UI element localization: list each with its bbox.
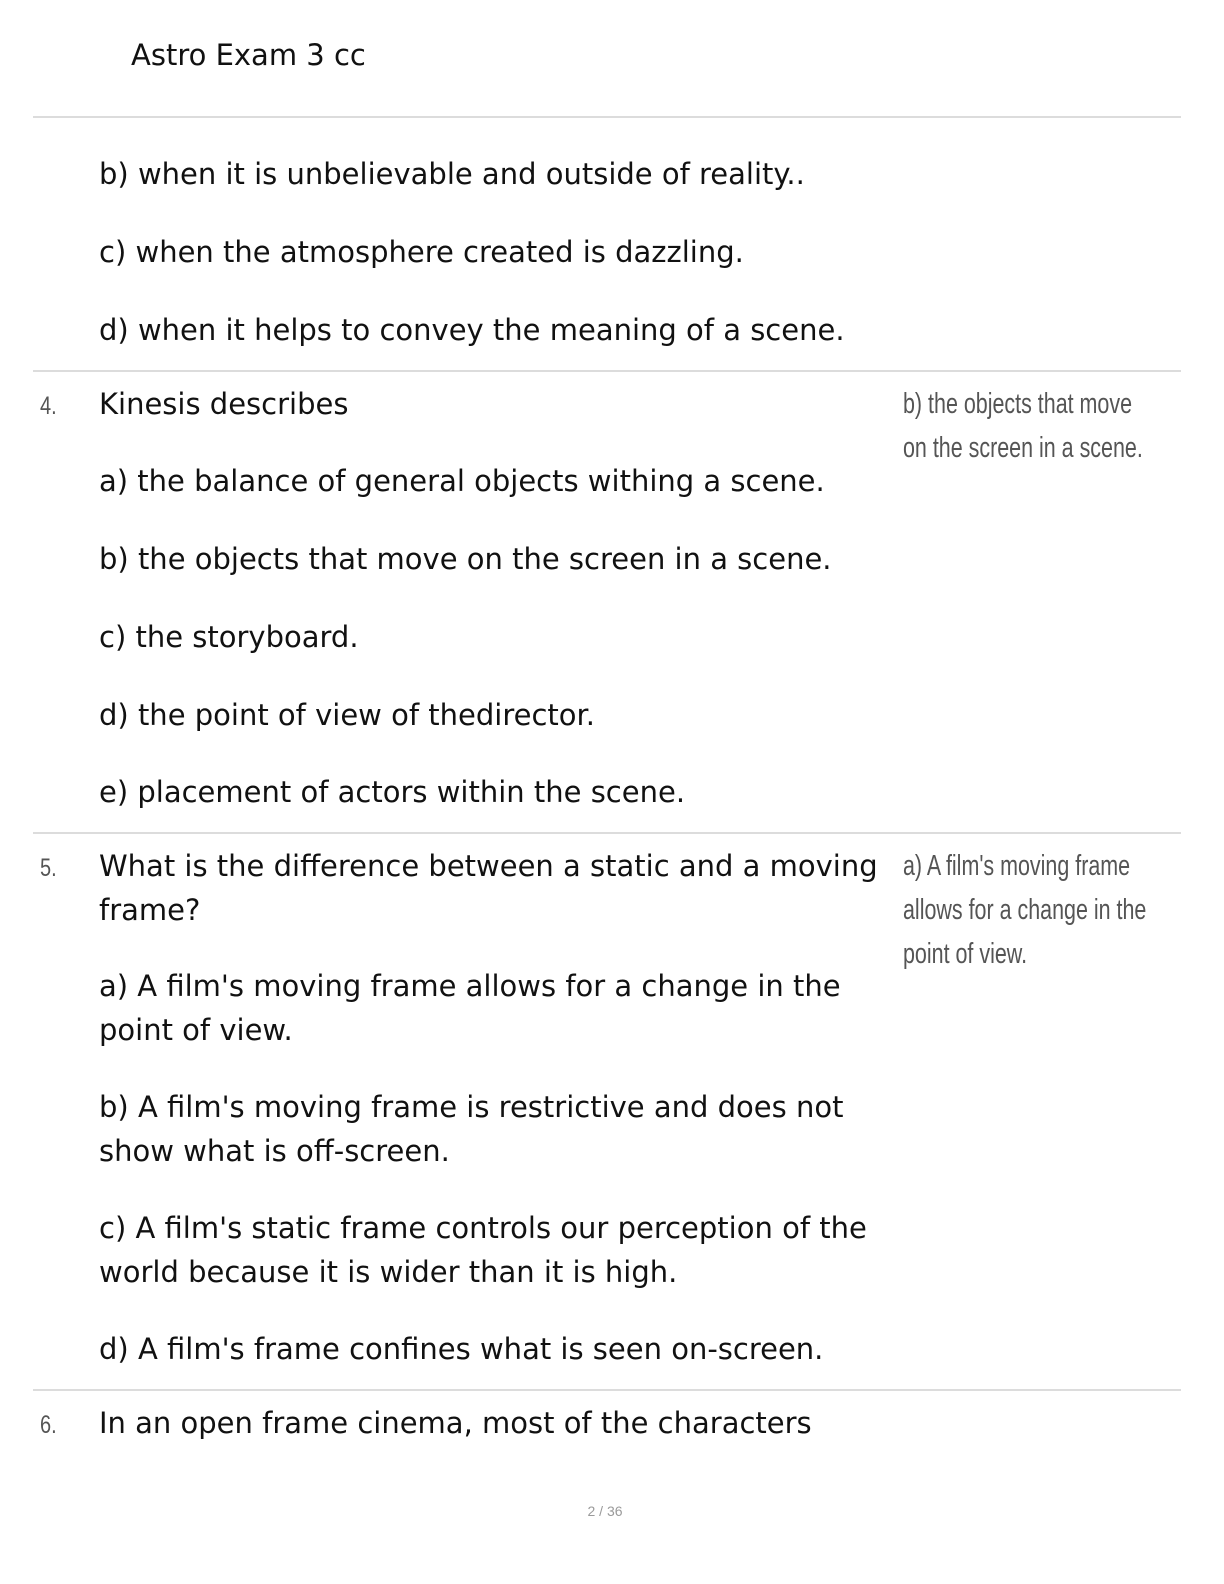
q4-option-a: a) the balance of general objects withing a scene. — [99, 464, 825, 498]
question-text: frame? — [99, 893, 201, 927]
q3-option-c: c) when the atmosphere created is dazzling. — [99, 235, 744, 269]
divider — [33, 370, 1181, 372]
q4-option-e: e) placement of actors within the scene. — [99, 775, 686, 809]
question-text: What is the difference between a static and a moving — [99, 849, 878, 883]
divider — [33, 1389, 1181, 1391]
answer-line: point of view. — [903, 938, 1028, 970]
q5-option-c: c) A film's static frame controls our perception of the — [99, 1211, 867, 1245]
q3-option-d: d) when it helps to convey the meaning of a scene. — [99, 313, 845, 347]
question-number: 5. — [40, 854, 57, 882]
question-number: 4. — [40, 392, 57, 420]
q4-option-c: c) the storyboard. — [99, 620, 359, 654]
answer-line: b) the objects that move — [903, 388, 1133, 420]
answer-line: allows for a change in the — [903, 894, 1147, 926]
q4-option-d: d) the point of view of thedirector. — [99, 698, 595, 732]
document-title: Astro Exam 3 cc — [131, 38, 366, 72]
answer-line: on the screen in a scene. — [903, 432, 1143, 464]
q3-option-b: b) when it is unbelievable and outside of reality.. — [99, 157, 805, 191]
divider — [33, 116, 1181, 118]
q5-option-a: a) A film's moving frame allows for a change in the — [99, 969, 841, 1003]
q5-option-a: point of view. — [99, 1013, 293, 1047]
q4-option-b: b) the objects that move on the screen in a scene. — [99, 542, 832, 576]
divider — [33, 832, 1181, 834]
answer-line: a) A film's moving frame — [903, 850, 1131, 882]
question-text: Kinesis describes — [99, 387, 349, 421]
question-number: 6. — [40, 1411, 57, 1439]
page-number: 2 / 36 — [587, 1503, 623, 1519]
q5-option-c: world because it is wider than it is high. — [99, 1255, 678, 1289]
q5-option-b: b) A film's moving frame is restrictive and does not — [99, 1090, 844, 1124]
q5-option-b: show what is off-screen. — [99, 1134, 450, 1168]
question-text: In an open frame cinema, most of the characters — [99, 1406, 812, 1440]
q5-option-d: d) A film's frame confines what is seen on-screen. — [99, 1332, 824, 1366]
